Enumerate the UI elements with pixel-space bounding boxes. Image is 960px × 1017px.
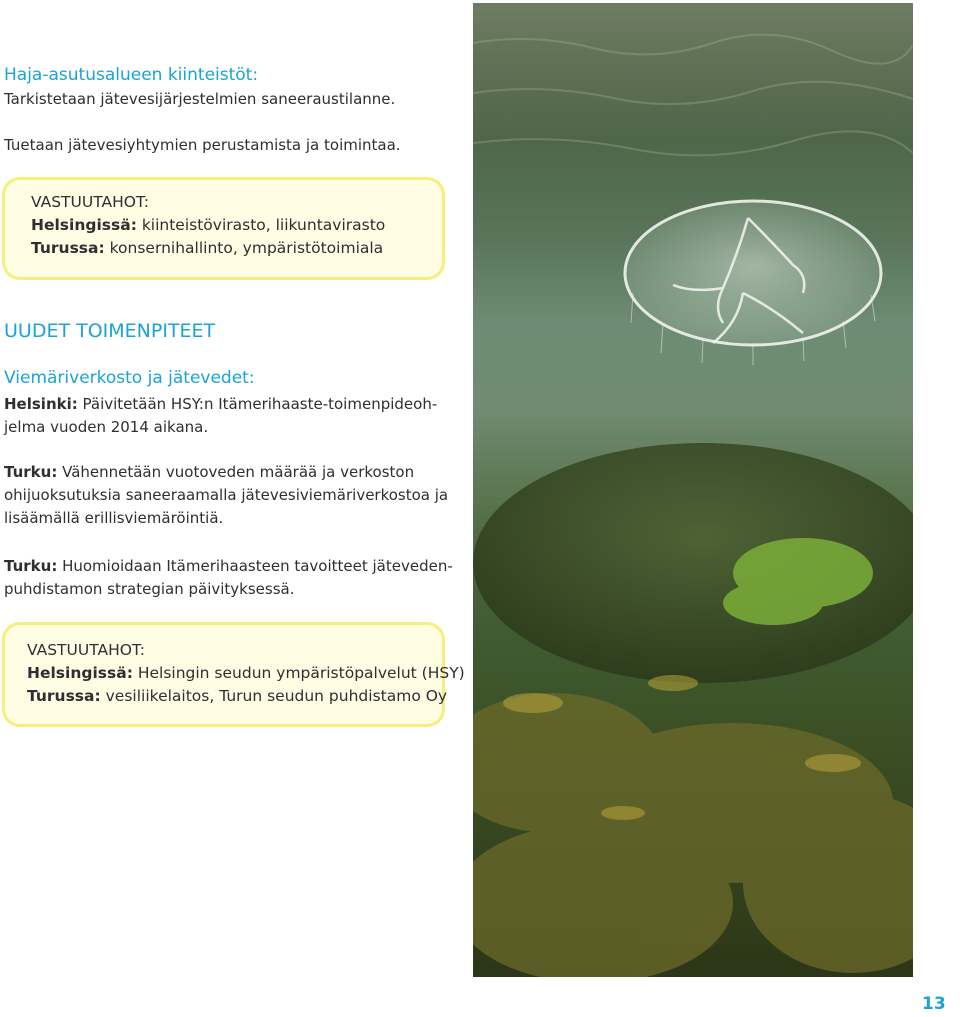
photo-illustration [473,3,913,977]
paragraph-line: lisäämällä erillisviemäröintiä. [4,509,224,527]
paragraph-label: Turku: [4,463,58,481]
paragraph-text: Päivitetään HSY:n Itämerihaaste-toimenpideoh- [77,395,438,413]
callout-row-label: Helsingissä: [27,664,133,682]
callout-title: VASTUUTAHOT: [31,193,149,211]
callout-row-text: Helsingin seudun ympäristöpalvelut (HSY) [132,664,465,682]
responsibility-callout [2,622,465,727]
paragraph-line: jelma vuoden 2014 aikana. [4,418,209,436]
callout-title: VASTUUTAHOT: [27,641,145,659]
paragraph-line: ohijuoksutuksia saneeraamalla jätevesiviemäriverkostoa ja [4,486,449,504]
callout-row [31,237,383,260]
subheading: Viemäriverkosto ja jätevedet: [4,368,255,388]
callout-row-label: Turussa: [27,687,101,705]
callout-row-text: konsernihallinto, ympäristötoimiala [104,239,384,257]
callout-row [27,685,447,708]
paragraph-line: puhdistamon strategian päivityksessä. [4,580,295,598]
paragraph-line: Tuetaan jätevesiyhtymien perustamista ja toimintaa. [4,136,401,154]
paragraph-line [4,555,453,577]
paragraph-label: Helsinki: [4,395,78,413]
underwater-jellyfish-photo [473,3,913,977]
callout-row-label: Turussa: [31,239,105,257]
callout-row-label: Helsingissä: [31,216,137,234]
callout-row-text: vesiliikelaitos, Turun seudun puhdistamo Oy [100,687,448,705]
callout-row [27,662,465,685]
paragraph-text: Huomioidaan Itämerihaasteen tavoitteet jäteveden- [57,557,453,575]
paragraph-text: Vähennetään vuotoveden määrää ja verkoston [57,463,415,481]
paragraph-line: Tarkistetaan jätevesijärjestelmien saneeraustilanne. [4,90,396,108]
jellyfish [625,201,881,365]
callout-row [31,214,385,237]
paragraph-line [4,393,437,415]
page-number: 13 [922,994,946,1014]
callout-row-text: kiinteistövirasto, liikuntavirasto [136,216,386,234]
section-heading: UUDET TOIMENPITEET [4,320,216,342]
paragraph-label: Turku: [4,557,58,575]
responsibility-callout [2,177,445,280]
section-heading: Haja-asutusalueen kiinteistöt: [4,65,259,85]
paragraph-line [4,461,414,483]
